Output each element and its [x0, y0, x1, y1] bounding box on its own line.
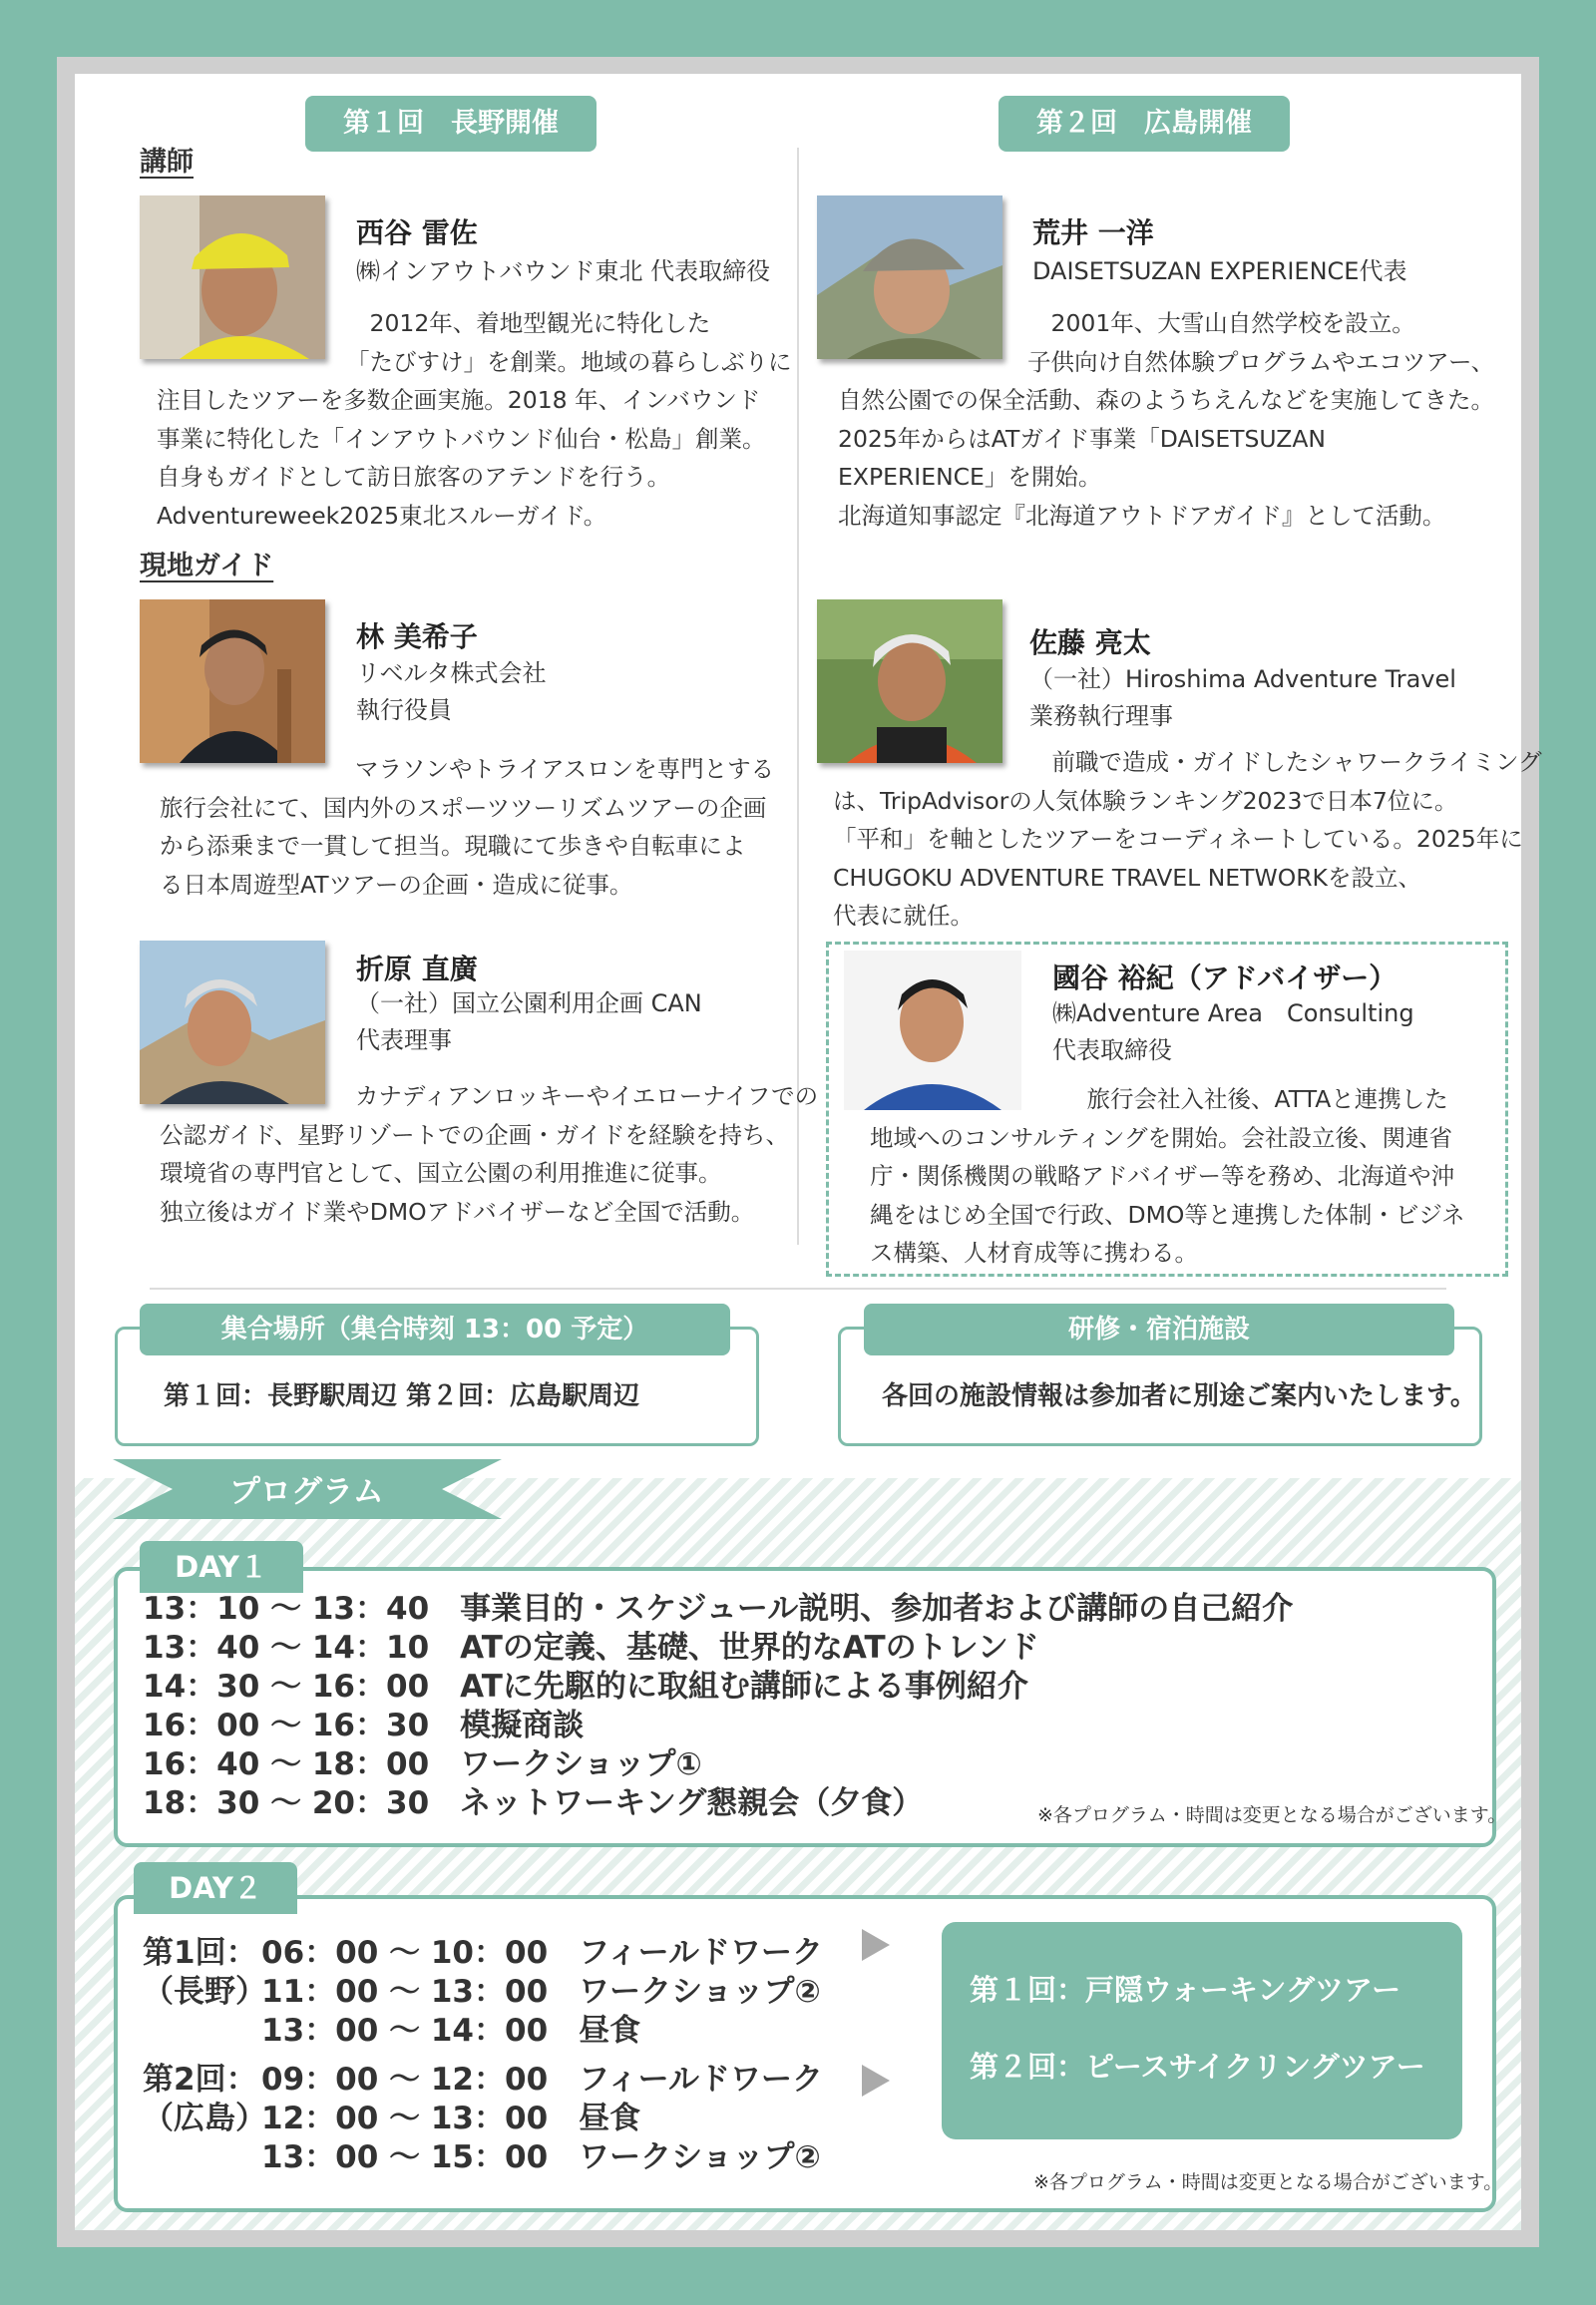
- bio-line: 公認ガイド、星野リゾートでの企画・ガイドを経験を持ち、: [160, 1120, 789, 1149]
- bio-line: 2001年、大雪山自然学校を設立。: [1027, 309, 1415, 337]
- bio-line: 代表に就任。: [833, 902, 974, 930]
- day2-round1-schedule: 06：00 ～ 10：00 フィールドワーク 11：00 ～ 13：00 ワークショップ② 13：00 ～ 14：00 昼食: [261, 1935, 824, 2049]
- bio-line: ス構築、人材育成等に携わる。: [870, 1239, 1198, 1267]
- person-name: 林 美希子: [356, 620, 478, 653]
- person-name: 西谷 雷佐: [356, 216, 478, 249]
- day1-schedule: 13：10 ～ 13：40 事業目的・スケジュール説明、参加者および講師の自己紹介 13：40 ～ 14：10 ATの定義、基礎、世界的なATのトレンド 14：30 ～ 16：00 ATに先駆的に取組む講師による事例紹介 16：00 ～ 16：30 模擬商談 16：40 ～ 18：00 ワークショップ① 18：30 ～ 20：30 ネットワーキング懇親会（夕食）: [143, 1591, 1294, 1821]
- bio-line: 旅行会社入社後、ATTAと連携した: [1063, 1085, 1448, 1113]
- bio-line: カナディアンロッキーやイエローナイフでの: [355, 1082, 819, 1110]
- person-role: （一社）Hiroshima Adventure Travel 業務執行理事: [1029, 665, 1456, 730]
- bio-line: 地域へのコンサルティングを開始。会社設立後、関連省: [870, 1123, 1452, 1152]
- tour-round2: 第２回：ピースサイクリングツアー: [970, 2050, 1425, 2084]
- bio-line: 自然公園での保全活動、森のようちえんなどを実施してきた。: [838, 386, 1494, 414]
- session2-tag: 第２回 広島開催: [998, 96, 1290, 152]
- person-role: （一社）国立公園利用企画 CAN 代表理事: [356, 989, 702, 1054]
- person-bio: [870, 1080, 1465, 1273]
- bio-line: 2025年からはATガイド事業「DAISETSUZAN: [838, 424, 1326, 453]
- lecturer-label: 講師: [140, 147, 194, 178]
- bio-line: 注目したツアーを多数企画実施。2018 年、インバウンド: [157, 386, 761, 414]
- arrow-right-icon: [862, 2065, 890, 2097]
- person-name: 國谷 裕紀（アドバイザー）: [1052, 961, 1397, 994]
- bio-line: Adventureweek2025東北スルーガイド。: [157, 501, 607, 530]
- bio-line: マラソンやトライアスロンを専門とする: [355, 755, 775, 783]
- person-name: 折原 直廣: [356, 953, 478, 985]
- bio-line: 子供向け自然体験プログラムやエコツアー、: [1027, 347, 1495, 376]
- meeting-title: 集合場所（集合時刻 13：00 予定）: [140, 1304, 730, 1355]
- day2-round2-schedule: 09：00 ～ 12：00 フィールドワーク 12：00 ～ 13：00 昼食 13：00 ～ 15：00 ワークショップ②: [261, 2062, 824, 2175]
- person-bio: [838, 304, 1494, 535]
- bio-line: 前職で造成・ガイドしたシャワークライミング: [1028, 748, 1542, 776]
- bio-line: 環境省の専門官として、国立公園の利用推進に従事。: [160, 1159, 722, 1187]
- bio-line: は、TripAdvisorの人気体験ランキング2023で日本7位に。: [833, 786, 1458, 815]
- person-role: ㈱Adventure Area Consulting 代表取締役: [1052, 999, 1414, 1064]
- bio-line: 縄をはじめ全国で行政、DMO等と連携した体制・ビジネ: [870, 1200, 1465, 1229]
- arrow-right-icon: [862, 1929, 890, 1961]
- bio-line: 庁・関係機関の戦略アドバイザー等を務め、北海道や沖: [870, 1162, 1455, 1190]
- day2-round1-heading: 第1回： （長野）: [143, 1935, 266, 2010]
- person-role: ㈱インアウトバウンド東北 代表取締役: [356, 257, 771, 285]
- facility-title: 研修・宿泊施設: [864, 1304, 1454, 1355]
- bio-line: る日本周遊型ATツアーの企画・造成に従事。: [160, 870, 633, 899]
- bio-line: EXPERIENCE」を開始。: [838, 463, 1102, 491]
- person-bio: [160, 750, 774, 904]
- bio-line: 独立後はガイド業やDMOアドバイザーなど全国で活動。: [160, 1197, 755, 1226]
- bio-line: 北海道知事認定『北海道アウトドアガイド』として活動。: [838, 501, 1446, 530]
- local-guide-label: 現地ガイド: [140, 551, 274, 581]
- tour-box: [942, 1922, 1462, 2139]
- bio-line: 自身もガイドとして訪日旅客のアテンドを行う。: [157, 463, 671, 491]
- portrait-photo: [140, 599, 325, 763]
- person-bio: [157, 304, 792, 535]
- session1-tag: 第１回 長野開催: [305, 96, 597, 152]
- person-role: リベルタ株式会社 執行役員: [356, 659, 547, 724]
- facility-text: 各回の施設情報は参加者に別途ご案内いたします。: [882, 1381, 1476, 1411]
- bio-line: 旅行会社にて、国内外のスポーツツーリズムツアーの企画: [160, 793, 767, 822]
- person-role: DAISETSUZAN EXPERIENCE代表: [1032, 257, 1407, 285]
- day2-note: ※各プログラム・時間は変更となる場合がございます。: [1033, 2171, 1503, 2193]
- day2-tab: DAY２: [134, 1862, 297, 1914]
- meeting-text: 第１回：長野駅周辺 第２回：広島駅周辺: [164, 1381, 640, 1411]
- person-name: 佐藤 亮太: [1029, 626, 1151, 659]
- day1-note: ※各プログラム・時間は変更となる場合がございます。: [1037, 1804, 1507, 1826]
- tour-round1: 第１回：戸隠ウォーキングツアー: [970, 1973, 1401, 2007]
- bio-line: から添乗まで一貫して担当。現職にて歩きや自転車によ: [160, 832, 746, 860]
- person-name: 荒井 一洋: [1032, 216, 1154, 249]
- bio-line: CHUGOKU ADVENTURE TRAVEL NETWORKを設立、: [833, 863, 1421, 892]
- bio-line: 「平和」を軸としたツアーをコーディネートしている。2025年に: [833, 825, 1523, 853]
- bio-line: 2012年、着地型観光に特化した: [346, 309, 711, 337]
- day2-round2-heading: 第2回： （広島）: [143, 2062, 266, 2136]
- bio-line: 事業に特化した「インアウトバウンド仙台・松島」創業。: [157, 424, 766, 453]
- bio-line: 「たびすけ」を創業。地域の暮らしぶりに: [346, 347, 792, 376]
- program-title: プログラム: [229, 1474, 384, 1510]
- day1-tab: DAY１: [140, 1541, 303, 1593]
- person-bio: [160, 1077, 818, 1231]
- portrait-photo: [817, 599, 1002, 763]
- section-divider: [150, 1288, 1446, 1290]
- person-bio: [833, 743, 1542, 936]
